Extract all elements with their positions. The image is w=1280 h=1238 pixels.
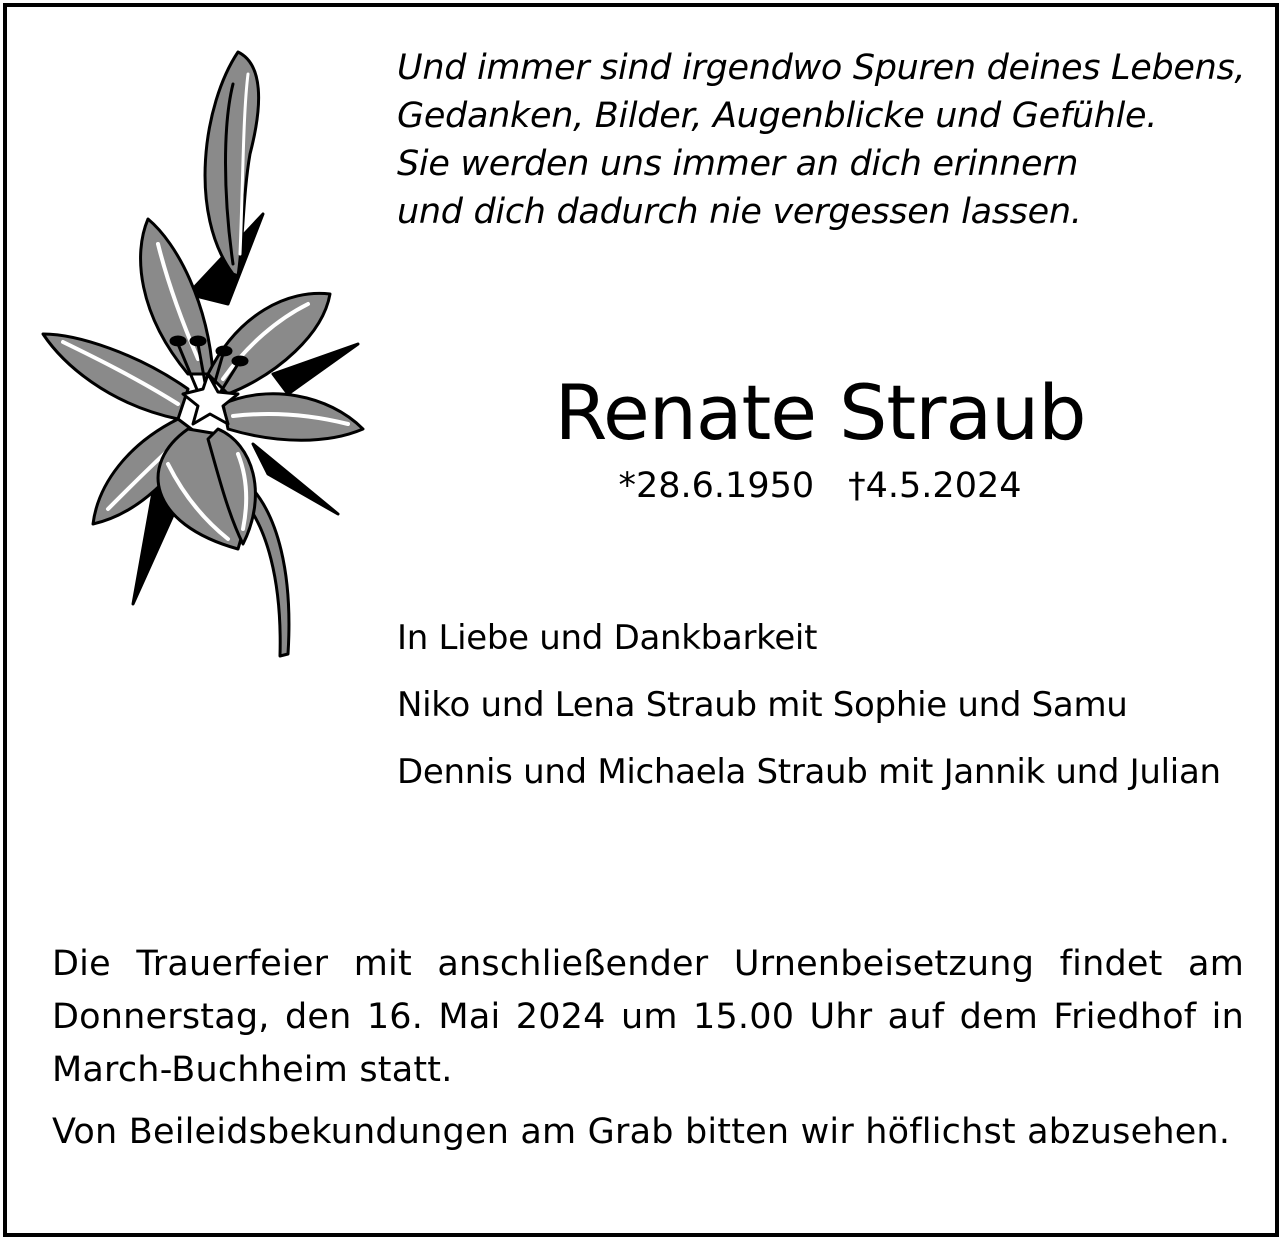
mourner-family: Dennis und Michaela Straub mit Jannik und Julian (397, 752, 1221, 792)
mourners-intro: In Liebe und Dankbarkeit (397, 618, 818, 658)
poem-line: Sie werden uns immer an dich erinnern (397, 144, 1079, 184)
ceremony-text: Die Trauerfeier mit anschließender Urnenbeisetzung findet am Donnerstag, den 16. Mai 2024 um 15.00 Uhr auf dem Friedhof in March-Buchheim statt. (52, 944, 1244, 1090)
mourner-family: Niko und Lena Straub mit Sophie und Samu (397, 685, 1128, 725)
condolences-text: Von Beileidsbekundungen am Grab bitten wir höflichst abzusehen. (52, 1112, 1231, 1152)
poem (397, 44, 1246, 236)
life-dates (520, 462, 1120, 510)
poem-line: Gedanken, Bilder, Augenblicke und Gefühle. (397, 96, 1158, 136)
poem-line: und dich dadurch nie vergessen lassen. (397, 192, 1082, 232)
death-date: †4.5.2024 (848, 466, 1022, 506)
lily-icon (38, 44, 368, 668)
poem-line: Und immer sind irgendwo Spuren deines Lebens, (397, 48, 1246, 88)
funeral-notice (52, 938, 1244, 1159)
mourners (397, 612, 1257, 813)
birth-date: *28.6.1950 (618, 466, 815, 506)
deceased-name: Renate Straub (554, 368, 1086, 457)
